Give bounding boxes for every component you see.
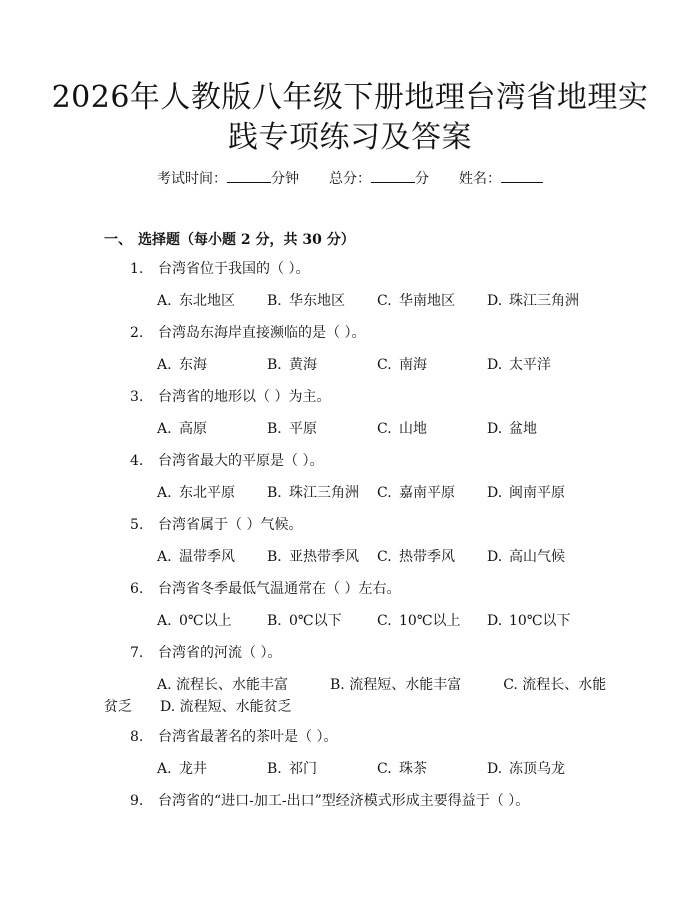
- question-options: [157, 483, 565, 503]
- option-a[interactable]: A. 东北平原: [157, 485, 235, 501]
- exam-meta: [0, 168, 700, 189]
- option-a[interactable]: A. 0℃以上: [157, 613, 232, 629]
- option-b[interactable]: B. 0℃以下: [267, 613, 342, 629]
- question-text: 台湾省最著名的茶叶是（ ）。: [158, 729, 338, 745]
- option-d[interactable]: D. 珠江三角洲: [487, 293, 579, 309]
- option-b[interactable]: B. 祁门: [267, 761, 317, 777]
- time-blank[interactable]: [227, 168, 271, 183]
- option-c[interactable]: C. 珠茶: [377, 761, 427, 777]
- question-text: 台湾省最大的平原是（ ）。: [158, 453, 324, 469]
- option-d[interactable]: D. 高山气候: [487, 549, 565, 565]
- option-a[interactable]: A. 东海: [157, 357, 207, 373]
- option-c[interactable]: C. 华南地区: [377, 293, 455, 309]
- question-options: [157, 759, 565, 779]
- question-options-wrapped: [104, 674, 614, 718]
- question-number: 9.: [130, 793, 144, 809]
- question-stem: [130, 451, 323, 471]
- question-stem: [130, 323, 365, 343]
- options-line-2[interactable]: 贫乏 D. 流程短、水能贫乏: [104, 699, 292, 715]
- question-number: 4.: [130, 453, 144, 469]
- question-number: 3.: [130, 389, 144, 405]
- option-d[interactable]: D. 闽南平原: [487, 485, 565, 501]
- question-stem: [130, 259, 309, 279]
- option-b[interactable]: B. 亚热带季风: [267, 549, 359, 565]
- question-text: 台湾省属于（ ）气候。: [158, 517, 303, 533]
- question-text: 台湾省位于我国的（ ）。: [158, 261, 310, 277]
- option-a[interactable]: A. 龙井: [157, 761, 207, 777]
- option-d[interactable]: D. 10℃以下: [487, 613, 571, 629]
- name-label: 姓名：: [459, 171, 501, 187]
- exam-title-line-1: 2026年人教版八年级下册地理台湾省地理实: [51, 80, 649, 115]
- question-options: [157, 611, 570, 631]
- section-heading: [104, 230, 355, 250]
- score-label: 总分：: [329, 171, 371, 187]
- question-stem: [130, 515, 302, 535]
- question-options: [157, 547, 565, 567]
- question-stem: [130, 791, 529, 811]
- question-text: 台湾省的“进口-加工-出口”型经济模式形成主要得益于（ ）。: [158, 793, 530, 809]
- question-stem: [130, 727, 337, 747]
- question-number: 7.: [130, 645, 144, 661]
- option-b[interactable]: B. 华东地区: [267, 293, 345, 309]
- option-c[interactable]: C. 嘉南平原: [377, 485, 455, 501]
- question-options: [157, 291, 579, 311]
- section-title: 选择题（每小题 2 分，共 30 分）: [138, 232, 355, 248]
- question-text: 台湾省的地形以（ ）为主。: [158, 389, 331, 405]
- question-stem: [130, 643, 281, 663]
- question-options: [157, 419, 537, 439]
- question-text: 台湾岛东海岸直接濒临的是（ ）。: [158, 325, 366, 341]
- option-d[interactable]: D. 太平洋: [487, 357, 551, 373]
- question-text: 台湾省的河流（ ）。: [158, 645, 282, 661]
- options-line-1[interactable]: A. 流程长、水能丰富 B. 流程短、水能丰富 C. 流程长、水能: [157, 677, 607, 693]
- question-number: 2.: [130, 325, 144, 341]
- name-blank[interactable]: [501, 168, 543, 183]
- option-c[interactable]: C. 山地: [377, 421, 427, 437]
- option-d[interactable]: D. 冻顶乌龙: [487, 761, 565, 777]
- question-number: 5.: [130, 517, 144, 533]
- question-number: 6.: [130, 581, 144, 597]
- question-number: 8.: [130, 729, 144, 745]
- score-blank[interactable]: [371, 168, 415, 183]
- option-c[interactable]: C. 10℃以上: [377, 613, 461, 629]
- question-stem: [130, 579, 400, 599]
- option-a[interactable]: A. 温带季风: [157, 549, 235, 565]
- exam-title-line-2: 践专项练习及答案: [228, 120, 472, 155]
- option-b[interactable]: B. 珠江三角洲: [267, 485, 359, 501]
- option-a[interactable]: A. 高原: [157, 421, 207, 437]
- question-text: 台湾省冬季最低气温通常在（ ）左右。: [158, 581, 401, 597]
- option-c[interactable]: C. 热带季风: [377, 549, 455, 565]
- section-number: 一、: [104, 232, 132, 248]
- question-number: 1.: [130, 261, 144, 277]
- option-b[interactable]: B. 平原: [267, 421, 317, 437]
- time-label: 考试时间：: [157, 171, 227, 187]
- option-d[interactable]: D. 盆地: [487, 421, 537, 437]
- question-stem: [130, 387, 330, 407]
- question-options: [157, 355, 551, 375]
- option-b[interactable]: B. 黄海: [267, 357, 317, 373]
- option-c[interactable]: C. 南海: [377, 357, 427, 373]
- option-a[interactable]: A. 东北地区: [157, 293, 235, 309]
- score-unit: 分: [415, 171, 429, 187]
- time-unit: 分钟: [271, 171, 299, 187]
